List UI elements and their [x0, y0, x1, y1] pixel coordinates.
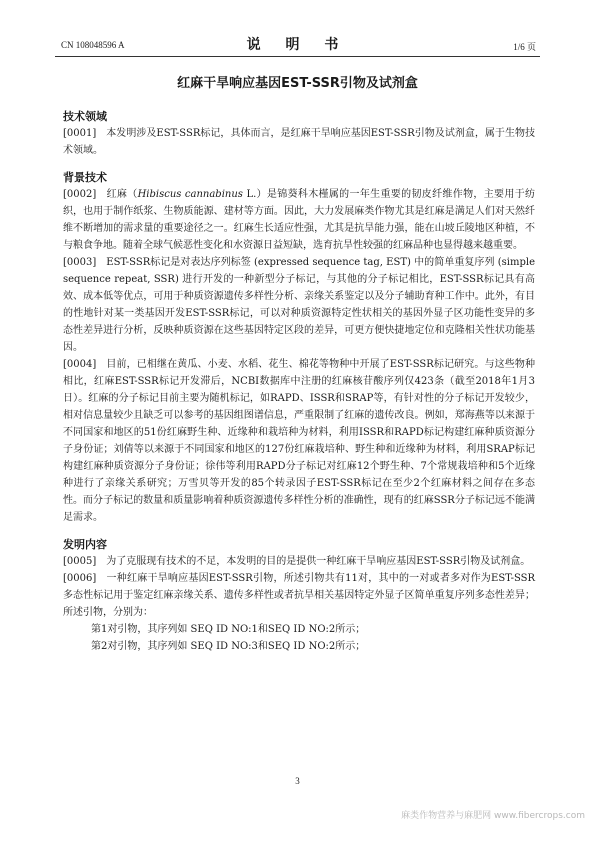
section-heading-tech-field: 技术领域 — [63, 110, 107, 123]
document-title: 红麻干旱响应基因EST-SSR引物及试剂盒 — [177, 76, 418, 91]
site-watermark: 麻类作物营养与麻肥网 www.fibercrops.com — [401, 811, 585, 821]
paragraph-number: [0002] — [63, 189, 97, 200]
primer-pair-1: 第1对引物，其序列如 SEQ ID NO:1和SEQ ID NO:2所示； — [91, 624, 366, 635]
paragraph-text: 为了克服现有技术的不足，本发明的目的是提供一种红麻干旱响应基因EST-SSR引物及试剂盒。 — [106, 556, 531, 567]
document-type-label: 说 明 书 — [246, 37, 349, 53]
patent-number: CN 108048596 A — [61, 40, 125, 50]
paragraph-0002 — [63, 186, 535, 254]
primer-pair-2: 第2对引物，其序列如 SEQ ID NO:3和SEQ ID NO:2所示； — [91, 641, 366, 652]
paragraph-0006 — [63, 570, 535, 621]
paragraph-text: L.）是锦葵科木槿属的一年生重要的韧皮纤维作物，主要用于纺织，也用于制作纸浆、生物质能源、建材等方面。因此，大力发展麻类作物尤其是红麻是满足人们对天然纤维不断增加的需求量的重要途径之一。红麻生长适应性强，尤其是抗旱能力强，能在山坡丘陵地区种植，不与粮食争地。随着全球气候恶性变化和水资源日益短缺，选育抗旱性较强的红麻品种也显得越来越重要。 — [63, 189, 536, 251]
paragraph-number: [0003] — [63, 257, 97, 268]
paragraph-0004 — [63, 356, 535, 526]
paragraph-number: [0006] — [63, 573, 97, 584]
paragraph-text: EST-SSR标记是对表达序列标签 (expressed sequence tag, EST) 中的简单重复序列 (simple sequence repeat, SSR) 进行开发的一种新型分子标记，与其他的分子标记相比，EST-SSR标记具有高效、成本低等优点，可用于种质资源遗传多样性分析、亲缘关系鉴定以及分子辅助育种工作中。此外，有目的性地针对某一类基因开发EST-SSR标记，可以对种质资源特定性状相关的基因外显子区功能性变异的多态性差异进行分析，反映种质资源在这些基因特定区段的差异，可更方便快捷地定位和克隆相关性状功能基因。 — [63, 257, 535, 353]
latin-species-name: Hibiscus cannabinus — [137, 189, 243, 200]
paragraph-text: 红麻（ — [106, 189, 138, 200]
page-header — [55, 34, 540, 57]
section-heading-invention: 发明内容 — [63, 538, 107, 551]
paragraph-number: [0001] — [63, 128, 97, 139]
paragraph-0005 — [63, 553, 535, 570]
paragraph-text: 本发明涉及EST-SSR标记，具体而言，是红麻干旱响应基因EST-SSR引物及试剂盒，属于生物技术领域。 — [63, 128, 535, 156]
paragraph-0001 — [63, 125, 535, 159]
paragraph-0003 — [63, 254, 535, 356]
page-number: 3 — [295, 776, 300, 786]
paragraph-number: [0005] — [63, 556, 97, 567]
document-body — [63, 108, 535, 655]
section-heading-background: 背景技术 — [63, 171, 107, 184]
page-count: 1/6 页 — [513, 42, 536, 52]
paragraph-number: [0004] — [63, 359, 97, 370]
paragraph-text: 目前，已相继在黄瓜、小麦、水稻、花生、棉花等物种中开展了EST-SSR标记研究。与这些物种相比，红麻EST-SSR标记开发滞后，NCBI数据库中注册的红麻核苷酸序列仅423条（截至2018年1月3日）。红麻的分子标记目前主要为随机标记，如RAPD、ISSR和SRAP等，有针对性的分子标记开发较少，相对信息量较少且缺乏可以参考的基因组图谱信息，严重限制了红麻的遗传改良。例如，郑海燕等以来源于不同国家和地区的51份红麻野生种、近缘种和栽培种为材料，利用ISSR和RAPD标记构建红麻种质资源分子身份证；刘倩等以来源于不同国家和地区的127份红麻栽培种、野生种和近缘种为材料，利用SRAP标记构建红麻种质资源分子身份证；徐伟等利用RAPD分子标记对红麻12个野生种、7个常规栽培种和5个近缘种进行了亲缘关系研究；万雪贝等开发的85个转录因子EST-SSR标记在至少2个红麻材料之间存在多态性。而分子标记的数量和质量影响着种质资源遗传多样性分析的准确性，现有的红麻SSR分子标记远不能满足需求。 — [63, 359, 535, 523]
paragraph-text: 一种红麻干旱响应基因EST-SSR引物，所述引物共有11对，其中的一对或者多对作为EST-SSR多态性标记用于鉴定红麻亲缘关系、遗传多样性或者抗旱相关基因特定外显子区简单重复序列多态性差异；所述引物，分别为： — [63, 573, 535, 618]
